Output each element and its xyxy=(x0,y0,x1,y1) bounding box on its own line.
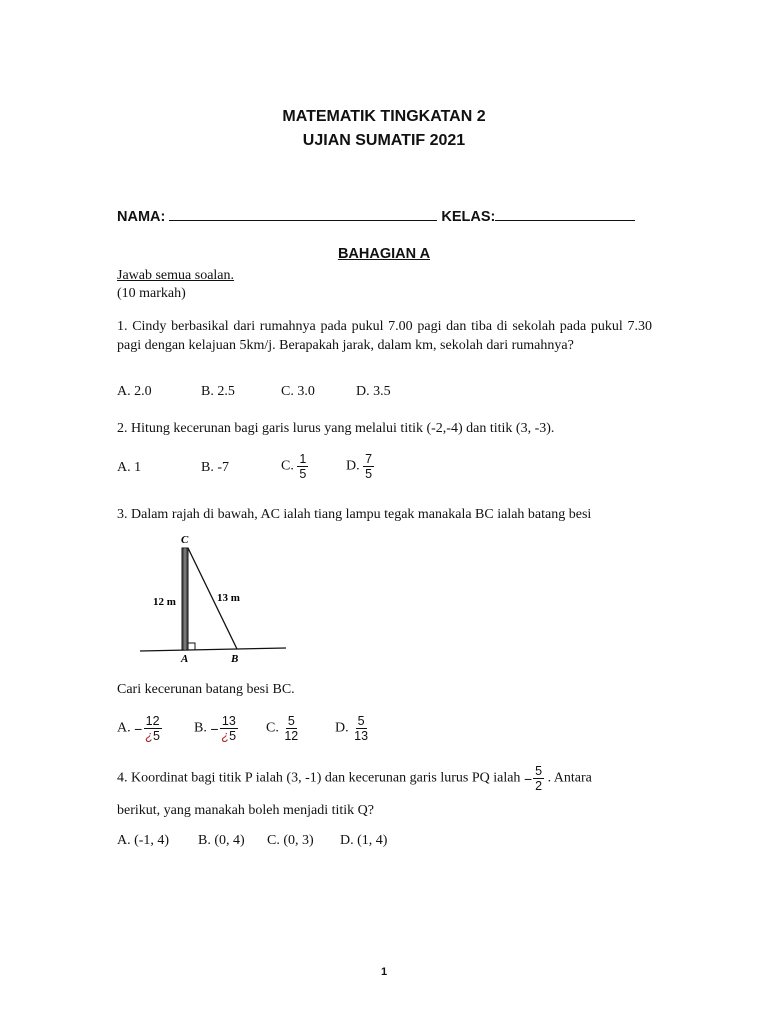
kelas-blank xyxy=(495,206,635,221)
q2-option-c xyxy=(281,452,308,481)
document-subtitle: UJIAN SUMATIF 2021 xyxy=(302,132,466,149)
q4-text-part1: 4. Koordinat bagi titik P ialah (3, -1) dan kecerunan garis lurus PQ ialah xyxy=(117,770,521,786)
triangle-diagram xyxy=(138,530,290,666)
q3-option-c-label: C. xyxy=(266,720,279,736)
fraction-numerator: 5 xyxy=(357,714,365,728)
q3-option-a-label: A. xyxy=(117,720,131,736)
minus-sign: − xyxy=(210,720,219,737)
fraction-denominator: 5 xyxy=(299,467,307,481)
fraction-denominator xyxy=(220,729,239,743)
question-3-prompt: Cari kecerunan batang besi BC. xyxy=(117,682,295,697)
q2-option-b: B. -7 xyxy=(201,460,229,475)
q2-option-d-label: D. xyxy=(346,458,360,474)
ground-line xyxy=(140,648,286,651)
fraction-numerator: 1 xyxy=(299,452,307,466)
minus-sign: − xyxy=(134,720,143,737)
kelas-label: KELAS: xyxy=(441,209,496,225)
glyph-mark: ¿ xyxy=(145,729,153,743)
label-bc-length: 13 m xyxy=(217,592,240,604)
nama-label: NAMA: xyxy=(117,209,166,225)
fraction-denominator: 12 xyxy=(284,729,299,743)
question-2-text: 2. Hitung kecerunan bagi garis lurus yang melalui titik (-2,-4) dan titik (3, -3). xyxy=(117,421,555,436)
q3-option-d-fraction xyxy=(352,714,370,743)
question-4-text-line2: berikut, yang manakah boleh menjadi titik Q? xyxy=(117,803,374,818)
fraction-numerator: 13 xyxy=(221,714,236,728)
label-b: B xyxy=(231,653,239,665)
student-info-line xyxy=(117,206,635,225)
q1-option-c: C. 3.0 xyxy=(281,384,315,399)
fraction-numerator: 5 xyxy=(287,714,295,728)
q4-gradient-fraction xyxy=(533,764,544,793)
q4-option-b: B. (0, 4) xyxy=(198,833,245,848)
q3-option-b-fraction xyxy=(220,714,239,743)
marks-note: (10 markah) xyxy=(117,286,186,301)
fraction-numerator: 12 xyxy=(145,714,160,728)
question-3-text: 3. Dalam rajah di bawah, AC ialah tiang lampu tegak manakala BC ialah batang besi xyxy=(117,507,592,522)
minus-sign: − xyxy=(523,770,533,787)
q3-option-c-fraction xyxy=(282,714,300,743)
q3-option-a xyxy=(117,714,162,743)
q1-option-b: B. 2.5 xyxy=(201,384,235,399)
instruction: Jawab semua soalan. xyxy=(117,268,235,283)
nama-blank xyxy=(169,206,437,221)
q4-option-a: A. (-1, 4) xyxy=(117,833,170,848)
q2-option-a: A. 1 xyxy=(117,460,142,475)
label-c: C xyxy=(181,534,189,546)
q4-text-part2: . Antara xyxy=(547,770,592,786)
q3-option-b xyxy=(194,714,238,743)
document-title: MATEMATIK TINGKATAN 2 xyxy=(282,108,486,125)
question-1-text: 1. Cindy berbasikal dari rumahnya pada pukul 7.00 pagi dan tiba di sekolah pada pukul 7.30 pagi dengan kelajuan 5km/j. Berapakah jarak, dalam km, sekolah dari rumahnya? xyxy=(117,319,652,353)
section-heading: BAHAGIAN A xyxy=(337,246,431,262)
q3-option-d xyxy=(335,714,370,743)
q3-option-d-label: D. xyxy=(335,720,349,736)
q4-option-d: D. (1, 4) xyxy=(340,833,388,848)
q1-option-d: D. 3.5 xyxy=(356,384,391,399)
fraction-denominator xyxy=(143,729,162,743)
denominator-value: 5 xyxy=(229,729,237,743)
q4-option-c: C. (0, 3) xyxy=(267,833,314,848)
question-4-text xyxy=(117,764,657,793)
glyph-mark: ¿ xyxy=(221,729,230,743)
fraction-denominator: 13 xyxy=(354,729,369,743)
fraction-denominator: 5 xyxy=(365,467,373,481)
q3-option-c xyxy=(266,714,300,743)
denominator-value: 5 xyxy=(152,729,160,743)
q3-option-a-fraction xyxy=(143,714,162,743)
q2-option-d xyxy=(346,452,374,481)
q2-option-c-fraction xyxy=(297,452,308,481)
q3-option-b-label: B. xyxy=(194,720,207,736)
page-number: 1 xyxy=(380,966,388,978)
q2-option-d-fraction xyxy=(363,452,374,481)
q1-option-a: A. 2.0 xyxy=(117,384,152,399)
label-ac-length: 12 m xyxy=(153,596,176,608)
fraction-denominator: 2 xyxy=(535,779,543,793)
q2-option-c-label: C. xyxy=(281,458,294,474)
fraction-numerator: 7 xyxy=(365,452,373,466)
fraction-numerator: 5 xyxy=(535,764,543,778)
right-angle-marker xyxy=(188,643,195,650)
label-a: A xyxy=(181,653,189,665)
